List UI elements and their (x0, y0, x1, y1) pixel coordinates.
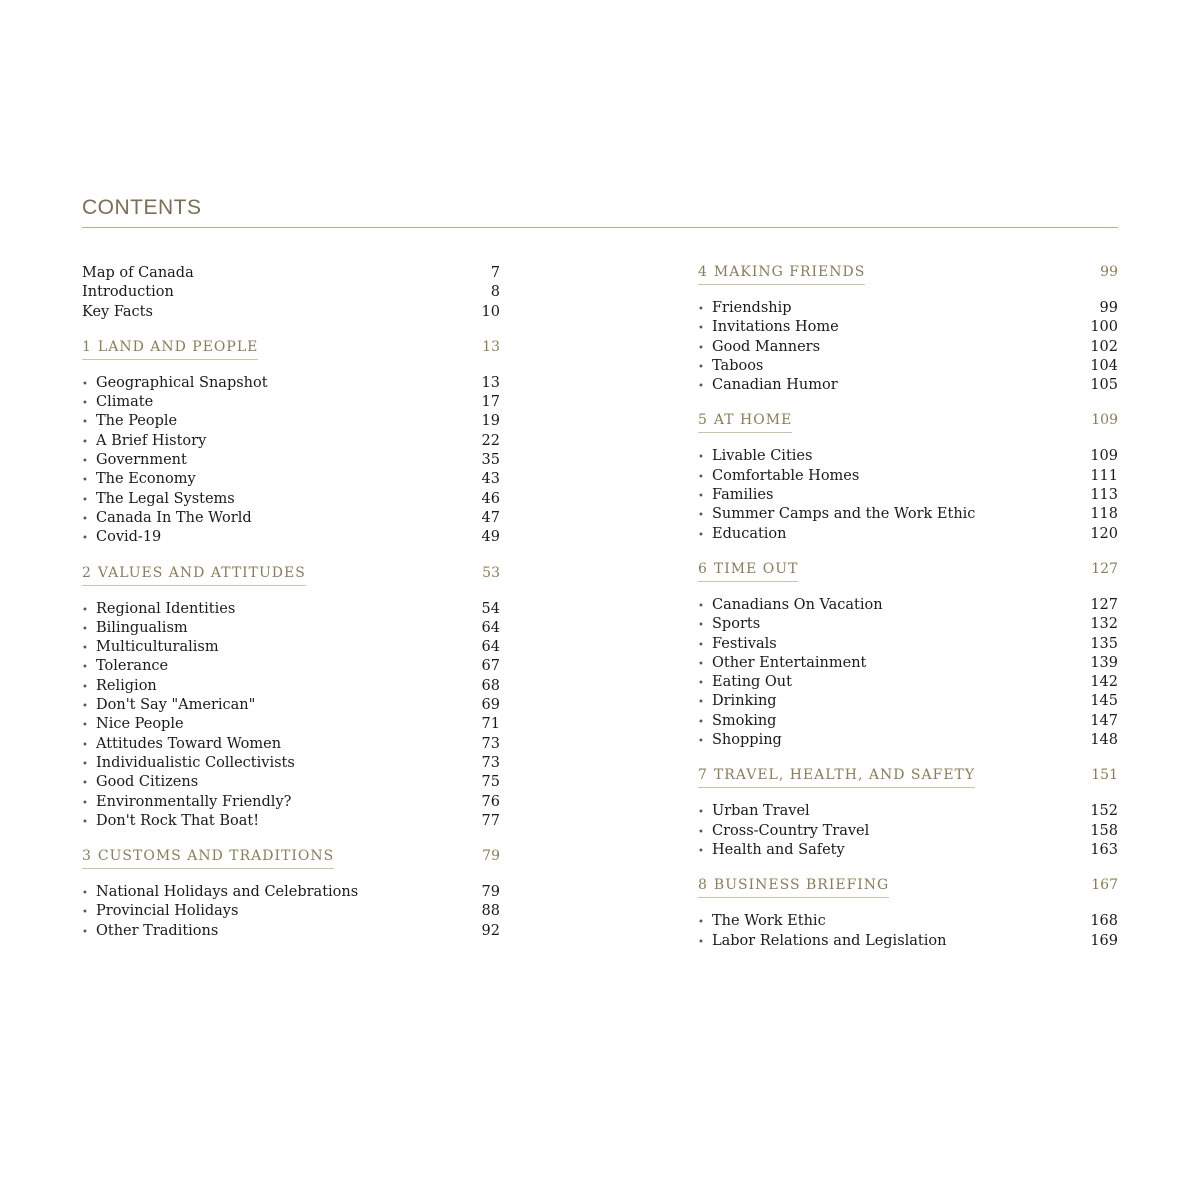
entry-label (698, 299, 1100, 319)
entry-label (698, 596, 1090, 616)
entry-title: Families (712, 487, 774, 504)
entry-title: Provincial Holidays (96, 903, 239, 920)
entry-title: The Work Ethic (712, 913, 826, 930)
entry-label (698, 525, 1090, 545)
entry-page: 148 (1090, 732, 1118, 749)
bullet-icon: • (82, 720, 88, 732)
toc-entry[interactable] (82, 393, 500, 412)
chapter-number: 5 (698, 412, 708, 429)
chapter-block (82, 565, 500, 832)
entry-label (82, 677, 482, 697)
toc-entry[interactable] (82, 883, 500, 902)
entry-page: 127 (1090, 596, 1118, 613)
bullet-icon: • (82, 623, 88, 635)
bullet-icon: • (82, 533, 88, 545)
toc-entry[interactable] (82, 812, 500, 831)
toc-entry[interactable] (698, 822, 1118, 841)
entry-title: Canadian Humor (712, 377, 838, 394)
bullet-icon: • (698, 510, 704, 522)
entry-page: 169 (1090, 932, 1118, 949)
entry-label (698, 635, 1090, 655)
entry-label (82, 883, 482, 903)
toc-entry[interactable] (698, 841, 1118, 860)
entry-label (82, 528, 482, 548)
entry-label (698, 654, 1090, 674)
toc-entry[interactable] (82, 412, 500, 431)
front-matter-entry[interactable] (82, 283, 500, 302)
entry-page: 43 (481, 471, 500, 488)
bullet-icon: • (698, 697, 704, 709)
bullet-icon: • (698, 342, 704, 354)
chapter-number: 6 (698, 560, 708, 577)
entry-title: Covid-19 (96, 529, 162, 546)
entry-page: 142 (1090, 674, 1118, 691)
chapter-heading-label (82, 848, 334, 869)
bullet-icon: • (82, 475, 88, 487)
bullet-icon: • (698, 452, 704, 464)
bullet-icon: • (698, 323, 704, 335)
bullet-icon: • (698, 381, 704, 393)
chapter-heading-label (698, 264, 865, 285)
bullet-icon: • (82, 513, 88, 525)
chapter-title: VALUES AND ATTITUDES (97, 564, 306, 581)
toc-entry[interactable] (82, 657, 500, 676)
chapter-number: 4 (698, 264, 708, 280)
bullet-icon: • (82, 662, 88, 674)
entry-label (82, 754, 482, 774)
entry-title: Religion (96, 677, 157, 694)
entry-page: 76 (481, 793, 500, 810)
entry-page: 79 (481, 884, 500, 901)
chapter-page: 79 (482, 848, 500, 865)
entry-title: National Holidays and Celebrations (96, 884, 359, 901)
entry-page: 168 (1090, 913, 1118, 930)
entry-label (82, 619, 482, 639)
title-divider (82, 227, 1118, 228)
chapter-block (698, 264, 1118, 395)
chapter-title: TIME OUT (713, 560, 799, 577)
bullet-icon: • (698, 361, 704, 373)
entry-title: Good Manners (712, 338, 821, 355)
entry-page: 132 (1090, 616, 1118, 633)
chapter-page: 127 (1091, 560, 1118, 577)
toc-entry[interactable] (698, 615, 1118, 634)
toc-entry[interactable] (698, 673, 1118, 692)
chapter-number: 7 (698, 767, 708, 784)
toc-entry[interactable] (698, 692, 1118, 711)
entry-title: Smoking (712, 712, 777, 729)
bullet-icon: • (698, 529, 704, 541)
entry-label (698, 357, 1090, 377)
chapter-title: AT HOME (713, 412, 793, 429)
bullet-icon: • (82, 816, 88, 828)
entry-page: 75 (481, 774, 500, 791)
entry-page: 68 (481, 677, 500, 694)
entry-page: 64 (481, 619, 500, 636)
bullet-icon: • (82, 926, 88, 938)
toc-entry[interactable] (698, 299, 1118, 318)
bullet-icon: • (698, 491, 704, 503)
toc-entry[interactable] (82, 432, 500, 451)
chapter-heading[interactable] (82, 565, 500, 586)
toc-entry[interactable] (698, 357, 1118, 376)
toc-entry[interactable] (82, 902, 500, 921)
bullet-icon: • (698, 620, 704, 632)
chapter-heading[interactable] (82, 848, 500, 869)
entry-page: 104 (1090, 357, 1118, 374)
bullet-icon: • (82, 378, 88, 390)
entry-label (82, 657, 482, 677)
toc-entry[interactable] (82, 696, 500, 715)
toc-entry[interactable] (698, 802, 1118, 821)
chapter-block (698, 877, 1118, 951)
entry-label (698, 318, 1090, 338)
toc-entry[interactable] (82, 922, 500, 941)
bullet-icon: • (698, 471, 704, 483)
entry-page: 92 (481, 922, 500, 939)
entry-label (82, 451, 482, 471)
chapter-page: 151 (1091, 767, 1118, 784)
entry-title: Regional Identities (96, 600, 236, 617)
entry-page: 67 (481, 658, 500, 675)
entry-title: Livable Cities (712, 448, 813, 465)
chapter-heading-label (698, 767, 975, 788)
bullet-icon: • (698, 736, 704, 748)
entry-title: Invitations Home (712, 319, 839, 336)
entry-page: 105 (1090, 377, 1118, 394)
entry-title: Festivals (712, 635, 777, 652)
chapter-heading-label (82, 565, 306, 586)
entry-page: 100 (1090, 319, 1118, 336)
entry-label (82, 715, 482, 735)
entry-title: Environmentally Friendly? (96, 793, 292, 810)
chapter-block (82, 339, 500, 548)
bullet-icon: • (698, 658, 704, 670)
entry-label (82, 412, 482, 432)
bullet-icon: • (82, 436, 88, 448)
entry-page: 54 (481, 600, 500, 617)
bullet-icon: • (82, 398, 88, 410)
bullet-icon: • (82, 494, 88, 506)
bullet-icon: • (82, 888, 88, 900)
entry-page: 46 (481, 490, 500, 507)
toc-entry[interactable] (82, 509, 500, 528)
entry-label (698, 912, 1090, 932)
entry-page: 158 (1090, 822, 1118, 839)
chapter-number: 2 (82, 564, 92, 581)
toc-entry[interactable] (82, 451, 500, 470)
chapter-heading[interactable] (698, 412, 1118, 433)
bullet-icon: • (698, 716, 704, 728)
entry-page: 77 (481, 812, 500, 829)
chapter-heading[interactable] (698, 877, 1118, 898)
toc-entry[interactable] (698, 596, 1118, 615)
chapter-block (82, 848, 500, 941)
entry-label (82, 470, 482, 490)
entry-title: Labor Relations and Legislation (712, 932, 947, 949)
toc-entry[interactable] (82, 793, 500, 812)
chapter-title: TRAVEL, HEALTH, AND SAFETY (713, 767, 976, 784)
entry-title: Health and Safety (712, 841, 845, 858)
entry-label (82, 793, 482, 813)
toc-entry[interactable] (82, 638, 500, 657)
entry-title: Education (712, 525, 787, 542)
entry-label (82, 812, 482, 832)
toc-entry[interactable] (698, 635, 1118, 654)
bullet-icon: • (698, 917, 704, 929)
entry-page: 73 (481, 754, 500, 771)
bullet-icon: • (82, 739, 88, 751)
bullet-icon: • (82, 681, 88, 693)
chapter-number: 1 (82, 338, 92, 355)
toc-entry[interactable] (698, 731, 1118, 750)
entry-label (698, 467, 1090, 487)
entry-page: 152 (1090, 803, 1118, 820)
toc-entry[interactable] (82, 754, 500, 773)
chapter-page: 99 (1100, 264, 1118, 280)
toc-entry[interactable] (82, 470, 500, 489)
entry-page: 69 (481, 697, 500, 714)
toc-entry[interactable] (82, 677, 500, 696)
entry-title: Cross-Country Travel (712, 822, 870, 839)
entry-label (82, 902, 482, 922)
entry-page: 88 (481, 903, 500, 920)
entry-page: 139 (1090, 654, 1118, 671)
bullet-icon: • (82, 758, 88, 770)
toc-entry[interactable] (698, 467, 1118, 486)
entry-title: Urban Travel (712, 803, 810, 820)
bullet-icon: • (82, 643, 88, 655)
bullet-icon: • (82, 417, 88, 429)
toc-entry[interactable] (82, 600, 500, 619)
chapter-number: 3 (82, 848, 92, 865)
entry-page: 109 (1090, 448, 1118, 465)
entry-page: 19 (481, 413, 500, 430)
entry-label (698, 486, 1090, 506)
contents-column-left (82, 264, 500, 941)
entry-page: 147 (1090, 712, 1118, 729)
chapter-page: 167 (1091, 877, 1118, 894)
chapter-title: BUSINESS BRIEFING (713, 877, 890, 894)
entry-label (82, 696, 482, 716)
toc-entry[interactable] (82, 715, 500, 734)
toc-entry[interactable] (82, 490, 500, 509)
entry-title: Drinking (712, 693, 777, 710)
entry-title: Bilingualism (96, 619, 188, 636)
entry-page: 64 (481, 639, 500, 656)
chapter-page: 53 (482, 564, 500, 581)
toc-entry[interactable] (698, 505, 1118, 524)
bullet-icon: • (82, 907, 88, 919)
entry-page: 13 (481, 374, 500, 391)
entry-label (82, 374, 482, 394)
entry-title: Sports (712, 616, 761, 633)
entry-page: 49 (481, 529, 500, 546)
chapter-heading[interactable] (698, 264, 1118, 285)
entry-page: 35 (481, 452, 500, 469)
toc-entry[interactable] (698, 338, 1118, 357)
entry-title: Other Traditions (96, 922, 219, 939)
entry-page: 111 (1090, 467, 1118, 484)
entry-title: Eating Out (712, 674, 792, 691)
bullet-icon: • (82, 797, 88, 809)
entry-title: Canadians On Vacation (712, 596, 883, 613)
bullet-icon: • (698, 936, 704, 948)
entry-label (82, 922, 482, 942)
entry-title: Multiculturalism (96, 639, 219, 656)
contents-column-right (698, 264, 1118, 951)
chapter-heading-label (698, 561, 798, 582)
entry-label (698, 822, 1090, 842)
entry-label: Map of Canada (82, 265, 194, 281)
toc-entry[interactable] (82, 374, 500, 393)
toc-entry[interactable] (82, 773, 500, 792)
chapter-page: 109 (1091, 412, 1118, 429)
entry-label (82, 432, 482, 452)
bullet-icon: • (82, 701, 88, 713)
bullet-icon: • (698, 678, 704, 690)
bullet-icon: • (82, 456, 88, 468)
bullet-icon: • (698, 304, 704, 315)
entry-label (698, 338, 1090, 358)
entry-label (82, 638, 482, 658)
entry-label (698, 731, 1090, 751)
entry-title: Canada In The World (96, 509, 252, 526)
chapter-title: CUSTOMS AND TRADITIONS (97, 848, 335, 865)
entry-page: 102 (1090, 338, 1118, 355)
entry-title: Geographical Snapshot (96, 374, 268, 391)
entry-label (82, 393, 482, 413)
chapter-title: MAKING FRIENDS (713, 264, 866, 280)
bullet-icon: • (698, 639, 704, 651)
chapter-block (698, 412, 1118, 543)
chapter-number: 8 (698, 877, 708, 894)
entry-title: Nice People (96, 716, 184, 733)
toc-entry[interactable] (82, 619, 500, 638)
entry-label: Key Facts (82, 303, 153, 320)
entry-title: The People (96, 413, 178, 430)
chapter-heading[interactable] (82, 339, 500, 360)
entry-page: 8 (490, 284, 500, 301)
front-matter-entry[interactable] (82, 303, 500, 322)
chapter-heading[interactable] (698, 767, 1118, 788)
toc-entry[interactable] (698, 932, 1118, 951)
toc-entry[interactable] (698, 912, 1118, 931)
entry-page: 7 (490, 265, 500, 281)
entry-title: Attitudes Toward Women (96, 735, 282, 752)
entry-title: Climate (96, 394, 154, 411)
entry-title: A Brief History (96, 432, 207, 449)
chapter-page: 13 (482, 338, 500, 355)
entry-label (82, 490, 482, 510)
entry-page: 73 (481, 735, 500, 752)
bullet-icon: • (698, 600, 704, 612)
entry-title: Individualistic Collectivists (96, 754, 295, 771)
entry-page: 10 (481, 303, 500, 320)
entry-page: 145 (1090, 693, 1118, 710)
entry-page: 118 (1090, 506, 1118, 523)
entry-label (82, 773, 482, 793)
toc-entry[interactable] (82, 735, 500, 754)
entry-label (698, 712, 1090, 732)
chapter-heading-label (698, 412, 792, 433)
chapter-block (698, 561, 1118, 750)
page-title: CONTENTS (82, 196, 202, 219)
entry-page: 47 (481, 509, 500, 526)
entry-page: 163 (1090, 841, 1118, 858)
entry-page: 135 (1090, 635, 1118, 652)
entry-title: Summer Camps and the Work Ethic (712, 506, 976, 523)
entry-label (82, 509, 482, 529)
toc-entry[interactable] (698, 376, 1118, 395)
entry-page: 71 (481, 716, 500, 733)
chapter-heading[interactable] (698, 561, 1118, 582)
toc-entry[interactable] (698, 712, 1118, 731)
entry-page: 17 (481, 394, 500, 411)
entry-label: Introduction (82, 284, 174, 301)
entry-label (82, 600, 482, 620)
entry-label (698, 932, 1090, 952)
entry-page: 22 (481, 432, 500, 449)
entry-label (698, 841, 1090, 861)
bullet-icon: • (82, 604, 88, 616)
entry-label (698, 447, 1090, 467)
bullet-icon: • (698, 826, 704, 838)
entry-label (698, 376, 1090, 396)
entry-label (82, 735, 482, 755)
bullet-icon: • (698, 807, 704, 819)
entry-label (698, 673, 1090, 693)
toc-entry[interactable] (698, 525, 1118, 544)
entry-title: Other Entertainment (712, 654, 867, 671)
entry-title: Shopping (712, 732, 782, 749)
entry-label (698, 802, 1090, 822)
toc-entry[interactable] (82, 528, 500, 547)
chapter-block (698, 767, 1118, 860)
entry-label (698, 692, 1090, 712)
bullet-icon: • (82, 778, 88, 790)
entry-title: The Economy (96, 471, 196, 488)
bullet-icon: • (698, 845, 704, 857)
toc-entry[interactable] (698, 447, 1118, 466)
chapter-heading-label (82, 339, 258, 360)
entry-page: 99 (1099, 300, 1118, 316)
entry-title: The Legal Systems (96, 490, 235, 507)
chapter-heading-label (698, 877, 889, 898)
entry-page: 113 (1090, 487, 1118, 504)
entry-title: Taboos (712, 357, 764, 374)
entry-title: Friendship (712, 300, 792, 316)
entry-title: Tolerance (96, 658, 169, 675)
toc-entry[interactable] (698, 654, 1118, 673)
chapter-title: LAND AND PEOPLE (97, 338, 259, 355)
entry-page: 120 (1090, 525, 1118, 542)
toc-entry[interactable] (698, 486, 1118, 505)
entry-label (698, 615, 1090, 635)
toc-entry[interactable] (698, 318, 1118, 337)
entry-title: Don't Say "American" (96, 697, 256, 714)
entry-title: Government (96, 452, 187, 469)
entry-title: Good Citizens (96, 774, 199, 791)
entry-label (698, 505, 1090, 525)
front-matter-entry[interactable] (82, 264, 500, 283)
entry-title: Comfortable Homes (712, 467, 860, 484)
entry-title: Don't Rock That Boat! (96, 812, 260, 829)
